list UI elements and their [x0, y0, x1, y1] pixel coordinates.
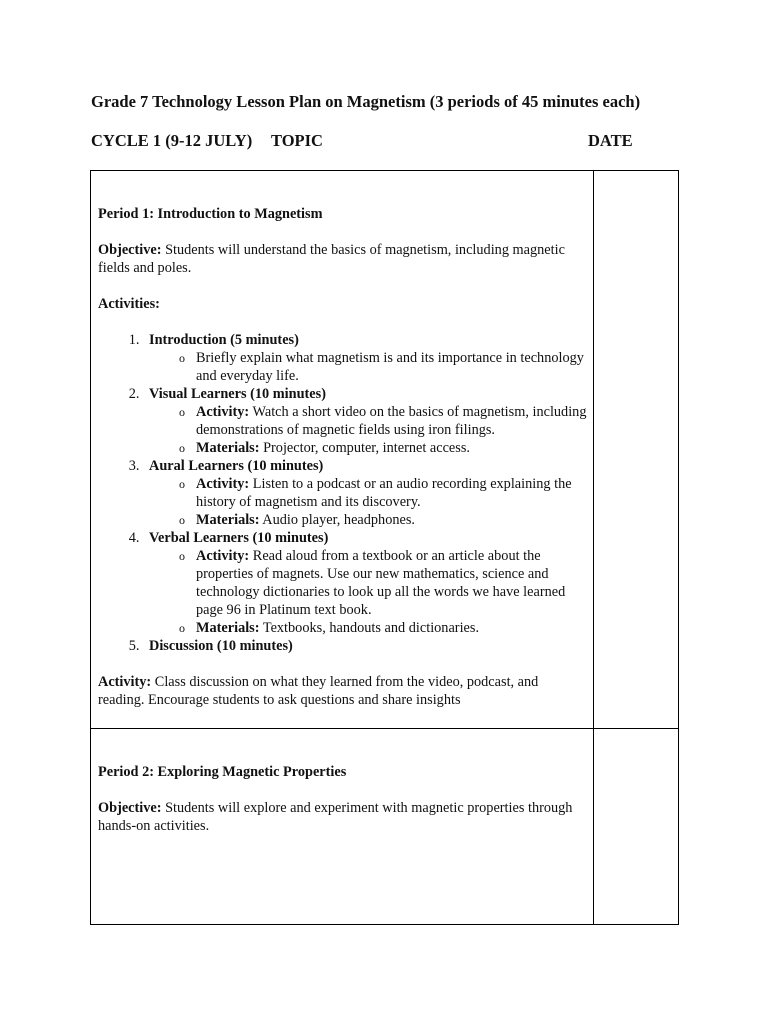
topic-label: TOPIC [271, 131, 323, 150]
activity-item [143, 331, 587, 385]
subitem-label: Materials: [196, 620, 260, 636]
date-label: DATE [588, 131, 633, 150]
objective-text: Students will understand the basics of magnetism, including magnetic fields and poles. [98, 242, 565, 276]
subitem-label: Activity: [196, 476, 250, 492]
activity-subitem [194, 439, 587, 457]
objective-label: Objective: [98, 800, 162, 816]
activity-subitems [149, 475, 587, 529]
activity-subitem [194, 475, 587, 511]
subitem-label: Activity: [196, 404, 250, 420]
period-1-heading: Period 1: Introduction to Magnetism [98, 206, 323, 222]
period-2-content-cell [91, 729, 594, 925]
activity-subitem [194, 349, 587, 385]
period-2-row [91, 729, 679, 925]
subitem-text: Read aloud from a textbook or an article about the properties of magnets. Use our new mathematics, science and technology dictionaries to look up all the words we have learned page 96 in Platinum text book. [196, 548, 566, 618]
subitem-label: Activity: [196, 548, 250, 564]
activity-subitems [149, 349, 587, 385]
activity-subitem [194, 403, 587, 439]
closing-activity-text: Class discussion on what they learned from the video, podcast, and reading. Encourage students to ask questions and share insights [98, 674, 539, 708]
closing-activity [98, 673, 587, 709]
activity-item [143, 457, 587, 529]
objective-label: Objective: [98, 242, 162, 258]
closing-activity-label: Activity: [98, 674, 152, 690]
subitem-text: Briefly explain what magnetism is and its importance in technology and everyday life. [196, 350, 584, 384]
subitem-text: Watch a short video on the basics of magnetism, including demonstrations of magnetic fields using iron filings. [196, 404, 587, 438]
activity-item [143, 385, 587, 457]
cycle-label: CYCLE 1 (9-12 JULY) [91, 131, 253, 150]
activity-subitems [149, 403, 587, 457]
subitem-text: Textbooks, handouts and dictionaries. [259, 620, 480, 636]
activities-list [98, 331, 587, 655]
subitem-label: Materials: [196, 440, 260, 456]
subitem-label: Materials: [196, 512, 260, 528]
activity-subitem [194, 511, 587, 529]
activity-subitem [194, 547, 587, 619]
activities-label: Activities: [98, 296, 160, 312]
activity-title: Visual Learners (10 minutes) [149, 386, 326, 402]
activity-item [143, 529, 587, 637]
activity-title: Verbal Learners (10 minutes) [149, 530, 329, 546]
period-1-row [91, 171, 679, 729]
document-title: Grade 7 Technology Lesson Plan on Magnetism (3 periods of 45 minutes each) [91, 92, 641, 111]
subitem-text: Projector, computer, internet access. [259, 440, 470, 456]
period-1-content-cell [91, 171, 594, 729]
activity-subitems [149, 547, 587, 637]
period-1-objective [98, 241, 587, 277]
activity-subitem [194, 619, 587, 637]
period-2-side-cell [594, 729, 679, 925]
subitem-text: Listen to a podcast or an audio recording explaining the history of magnetism and its discovery. [196, 476, 572, 510]
activity-title: Discussion (10 minutes) [149, 638, 293, 654]
activity-title: Aural Learners (10 minutes) [149, 458, 324, 474]
period-1-side-cell [594, 171, 679, 729]
lesson-plan-table [90, 170, 679, 925]
subitem-text: Audio player, headphones. [259, 512, 415, 528]
activity-title: Introduction (5 minutes) [149, 332, 299, 348]
activity-item [143, 637, 587, 655]
cycle-header-line [91, 131, 636, 153]
period-2-objective [98, 799, 587, 835]
period-2-heading: Period 2: Exploring Magnetic Properties [98, 764, 347, 780]
objective-text: Students will explore and experiment with magnetic properties through hands-on activities. [98, 800, 573, 834]
